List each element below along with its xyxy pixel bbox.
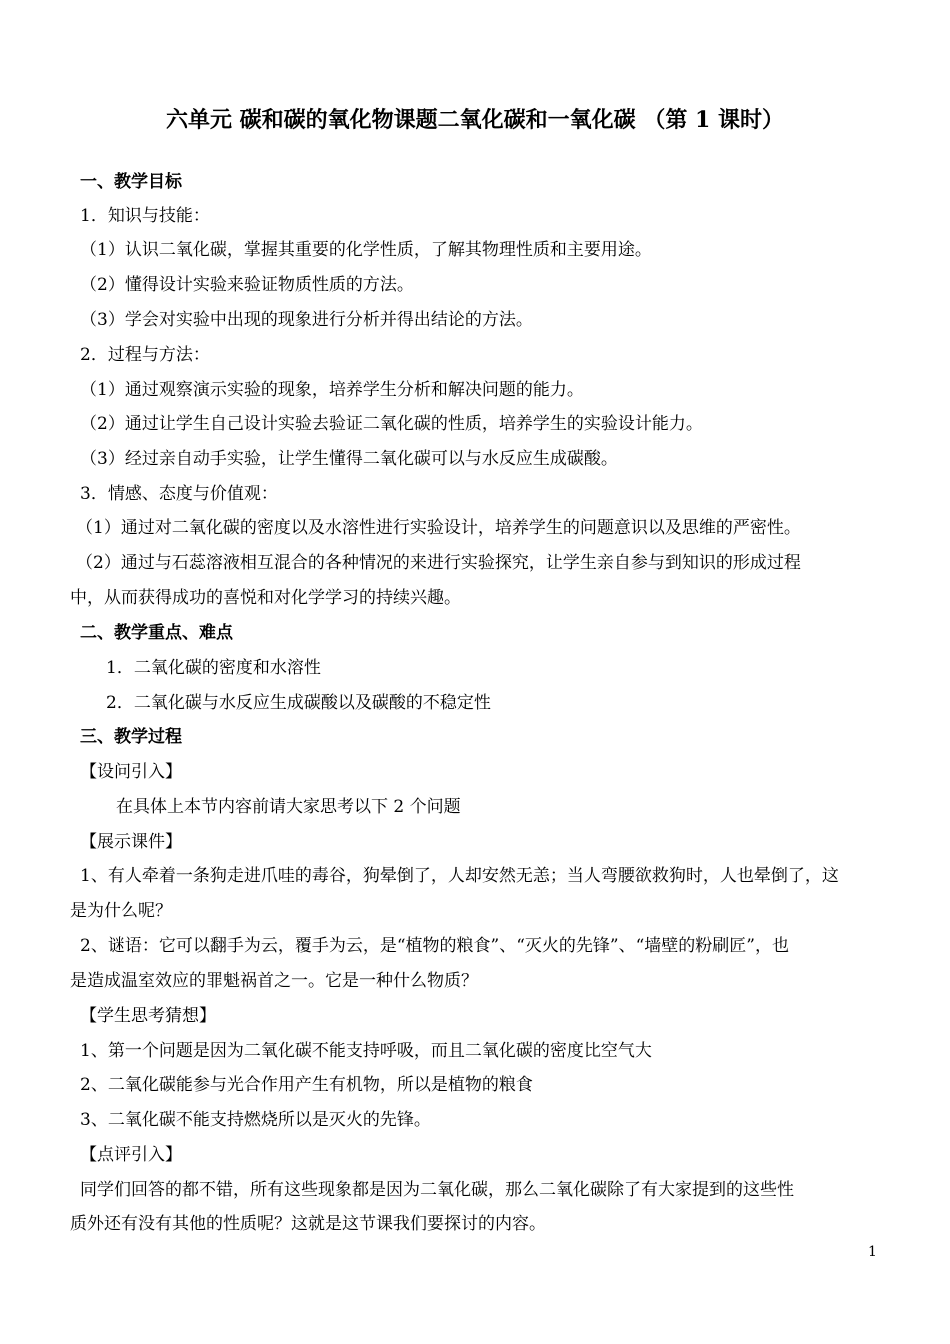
process-item-2: （2）通过让学生自己设计实验去验证二氧化碳的性质，培养学生的实验设计能力。 [80,414,703,434]
objectives-heading: 一、教学目标 [80,172,182,192]
question-2-line-2: 是造成温室效应的罪魁祸首之一。它是一种什么物质？ [70,971,478,991]
guess-item-1: 1、第一个问题是因为二氧化碳不能支持呼吸，而且二氧化碳的密度比空气大 [80,1041,652,1061]
key-points-heading: 二、教学重点、难点 [80,623,233,643]
guess-item-3: 3、二氧化碳不能支持燃烧所以是灭火的先锋。 [80,1110,431,1130]
emotion-heading: 3．情感、态度与价值观： [80,484,278,504]
comment-label: 【点评引入】 [80,1145,182,1165]
process-item-1: （1）通过观察演示实验的现象，培养学生分析和解决问题的能力。 [80,380,584,400]
knowledge-item-3: （3）学会对实验中出现的现象进行分析并得出结论的方法。 [80,310,533,330]
comment-line-2: 质外还有没有其他的性质呢？这就是这节课我们要探讨的内容。 [70,1214,546,1234]
knowledge-heading: 1．知识与技能： [80,206,210,226]
intro-label: 【设问引入】 [80,762,182,782]
knowledge-item-2: （2）懂得设计实验来验证物质性质的方法。 [80,275,414,295]
emotion-item-2-line-1: （2）通过与石蕊溶液相互混合的各种情况的来进行实验探究，让学生亲自参与到知识的形成过程 [76,553,801,573]
question-1-line-1: 1、有人牵着一条狗走进爪哇的毒谷，狗晕倒了，人却安然无恙；当人弯腰欲救狗时，人也晕倒了，这 [80,866,839,886]
show-label: 【展示课件】 [80,832,182,852]
comment-line-1: 同学们回答的都不错，所有这些现象都是因为二氧化碳，那么二氧化碳除了有大家提到的这些性 [80,1180,794,1200]
knowledge-item-1: （1）认识二氧化碳，掌握其重要的化学性质，了解其物理性质和主要用途。 [80,240,652,260]
emotion-item-1: （1）通过对二氧化碳的密度以及水溶性进行实验设计，培养学生的问题意识以及思维的严密性。 [76,518,801,538]
question-1-line-2: 是为什么呢？ [70,901,172,921]
guess-item-2: 2、二氧化碳能参与光合作用产生有机物，所以是植物的粮食 [80,1075,533,1095]
process-item-3: （3）经过亲自动手实验，让学生懂得二氧化碳可以与水反应生成碳酸。 [80,449,618,469]
key-point-2: 2．二氧化碳与水反应生成碳酸以及碳酸的不稳定性 [106,693,491,713]
process-heading: 2．过程与方法： [80,345,210,365]
question-2-line-1: 2、谜语：它可以翻手为云，覆手为云，是“植物的粮食”、“灭火的先锋”、“墙壁的粉刷匠”，也 [80,936,789,956]
guess-label: 【学生思考猜想】 [80,1006,216,1026]
emotion-item-2-line-2: 中，从而获得成功的喜悦和对化学学习的持续兴趣。 [70,588,461,608]
key-point-1: 1．二氧化碳的密度和水溶性 [106,658,321,678]
document-title: 六单元 碳和碳的氧化物课题二氧化碳和一氧化碳 （第 1 课时） [166,107,784,133]
intro-text: 在具体上本节内容前请大家思考以下 2 个问题 [116,797,461,817]
teaching-process-heading: 三、教学过程 [80,727,182,747]
page-number: 1 [868,1244,877,1260]
